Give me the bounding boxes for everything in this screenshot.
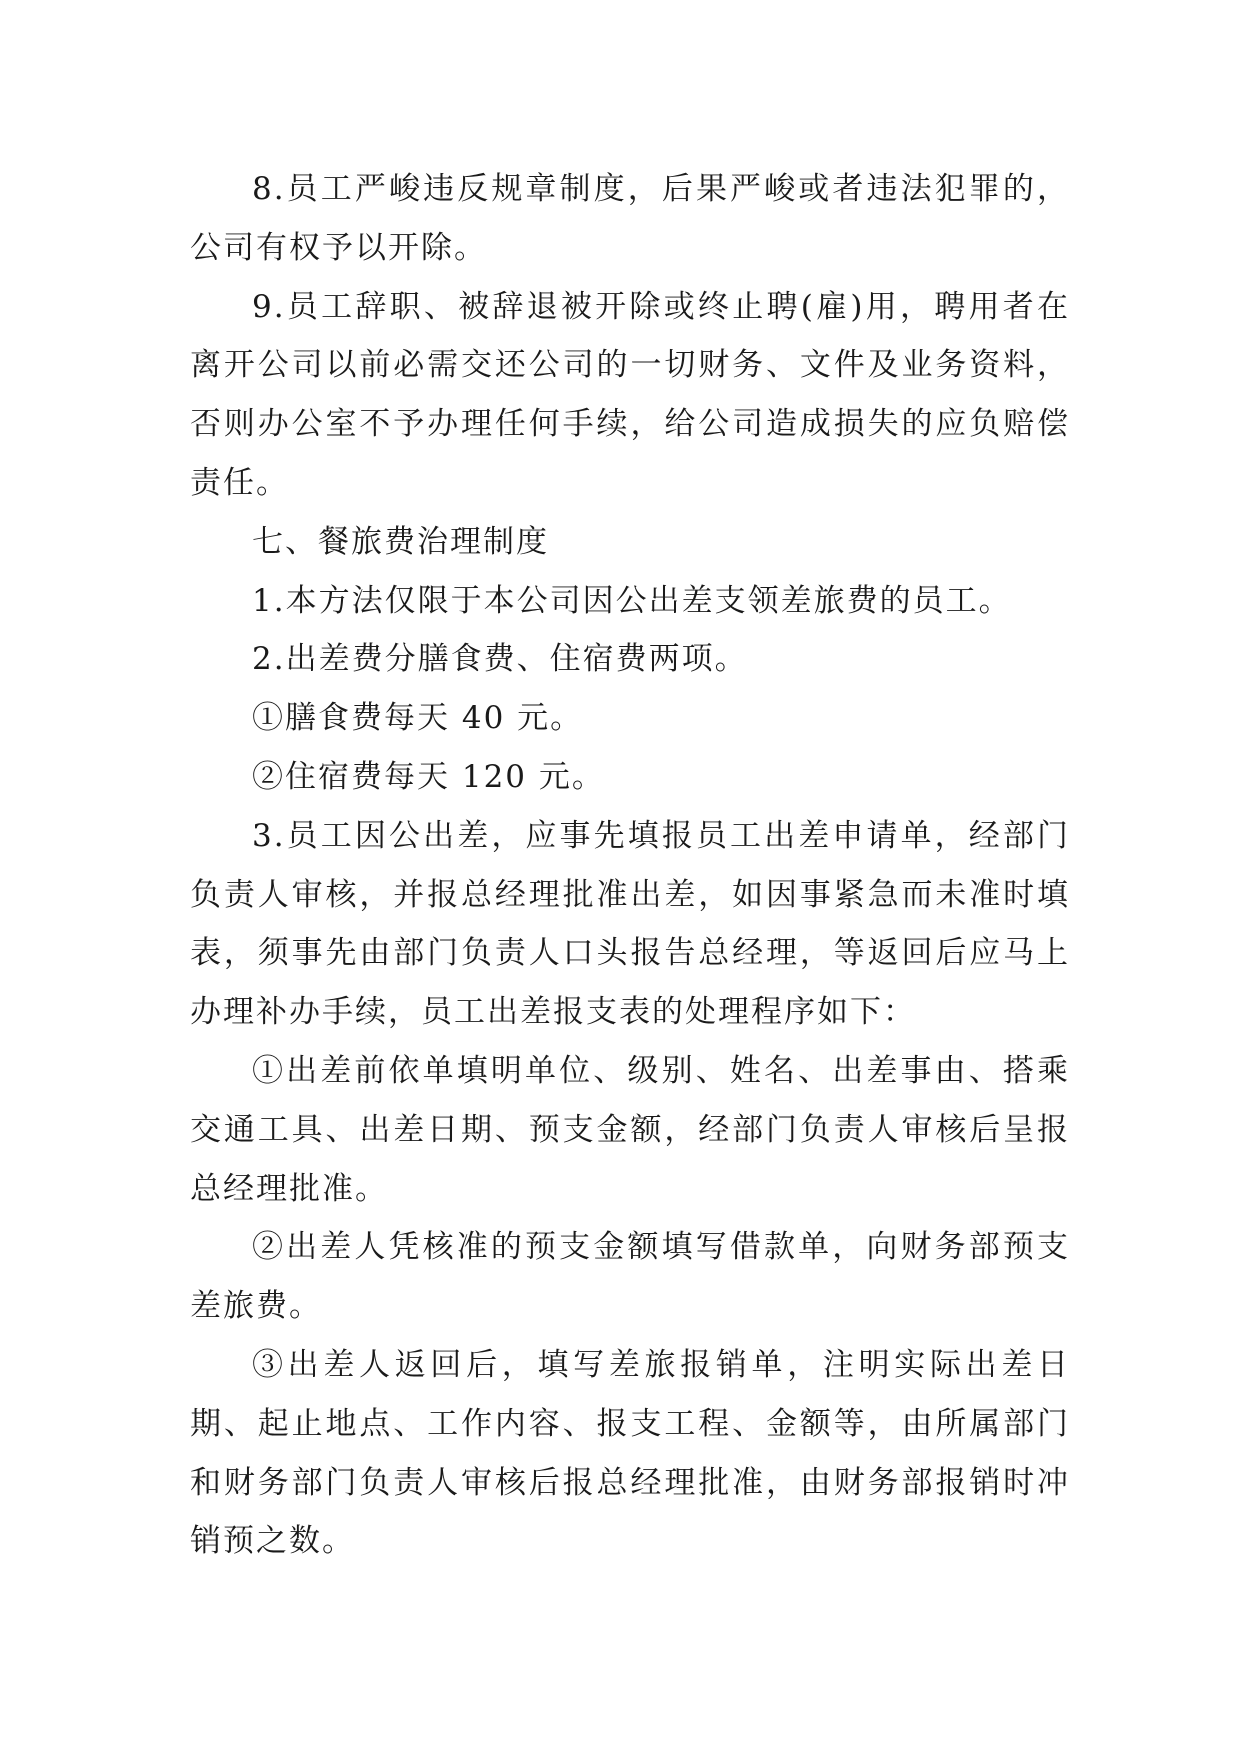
step-2-advance-loan: ②出差人凭核准的预支金额填写借款单，向财务部预支差旅费。 [190,1229,1070,1325]
paragraph-8-dismissal: 8.员工严峻违反规章制度，后果严峻或者违法犯罪的，公司有权予以开除。 [190,171,1070,266]
item-lodging-allowance: ②住宿费每天 120 元。 [252,758,605,795]
item-meal-allowance: ①膳食费每天 40 元。 [252,700,584,737]
step-1-pre-trip-form: ①出差前依单填明单位、级别、姓名、出差事由、搭乘交通工具、出差日期、预支金额，经部门负责人审核后呈报总经理批准。 [190,1052,1070,1207]
paragraph-3-application-procedure: 3.员工因公出差，应事先填报员工出差申请单，经部门负责人审核，并报总经理批准出差，如因事紧急而未准时填表，须事先由部门负责人口头报告总经理，等返回后应马上办理补办手续，员工出差报支表的处理程序如下： [190,817,1070,1031]
section-heading-travel-expense: 七、餐旅费治理制度 [252,523,549,560]
paragraph-2-expense-types: 2.出差费分膳食费、住宿费两项。 [252,641,748,678]
paragraph-9-resignation-handover: 9.员工辞职、被辞退被开除或终止聘(雇)用，聘用者在离开公司以前必需交还公司的一切财务、文件及业务资料，否则办公室不予办理任何手续，给公司造成损失的应负赔偿责任。 [190,288,1070,501]
paragraph-1-scope: 1.本方法仅限于本公司因公出差支领差旅费的员工。 [252,582,1012,619]
document-page [190,160,1070,1571]
step-3-reimbursement: ③出差人返回后，填写差旅报销单，注明实际出差日期、起止地点、工作内容、报支工程、金额等，由所属部门和财务部门负责人审核后报总经理批准，由财务部报销时冲销预之数。 [190,1346,1070,1560]
